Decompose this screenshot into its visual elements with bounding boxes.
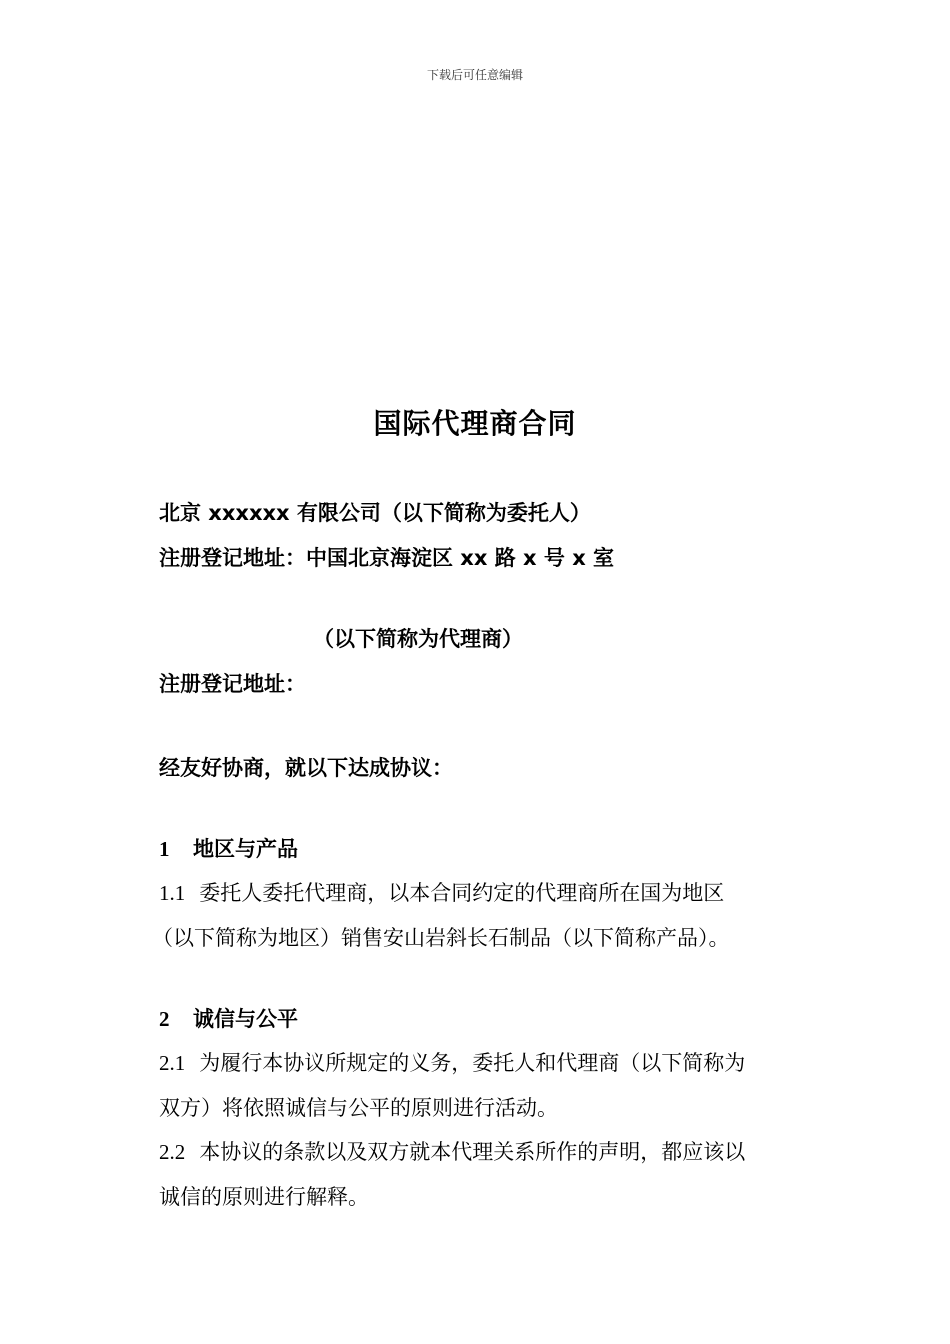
clause-text: 为履行本协议所规定的义务，委托人和代理商（以下简称为	[199, 1051, 746, 1075]
clause-number: 2.1	[159, 1051, 186, 1075]
clause-line: 诚信的原则进行解释。	[159, 1185, 369, 1209]
party-a-name: 北京 xxxxxx 有限公司（以下简称为委托人）	[159, 501, 591, 525]
preamble: 经友好协商，就以下达成协议：	[159, 756, 453, 780]
clause-line	[159, 877, 724, 907]
clause-line: 双方）将依照诚信与公平的原则进行活动。	[159, 1096, 558, 1120]
clause-number: 1.1	[159, 881, 186, 905]
document-title: 国际代理商合同	[373, 407, 577, 440]
clause-text: 委托人委托代理商，以本合同约定的代理商所在国为地区	[199, 881, 725, 905]
page-header-note: 下载后可任意编辑	[426, 68, 523, 82]
section-heading	[159, 1003, 298, 1033]
clause-line	[159, 1047, 745, 1077]
section-title: 地区与产品	[193, 837, 298, 861]
clause-number: 2.2	[159, 1140, 186, 1164]
clause-line	[159, 1136, 745, 1166]
clause-text: 本协议的条款以及双方就本代理关系所作的声明，都应该以	[199, 1140, 746, 1164]
section-heading	[159, 833, 298, 863]
section-number: 2	[159, 1007, 170, 1031]
party-a-address: 注册登记地址：中国北京海淀区 xx 路 x 号 x 室	[159, 546, 615, 570]
party-b-name: （以下简称为代理商）	[313, 627, 523, 651]
party-b-address: 注册登记地址：	[159, 672, 306, 696]
section-number: 1	[159, 837, 170, 861]
section-title: 诚信与公平	[193, 1007, 298, 1031]
clause-line: （以下简称为地区）销售安山岩斜长石制品（以下简称产品）。	[152, 926, 730, 950]
